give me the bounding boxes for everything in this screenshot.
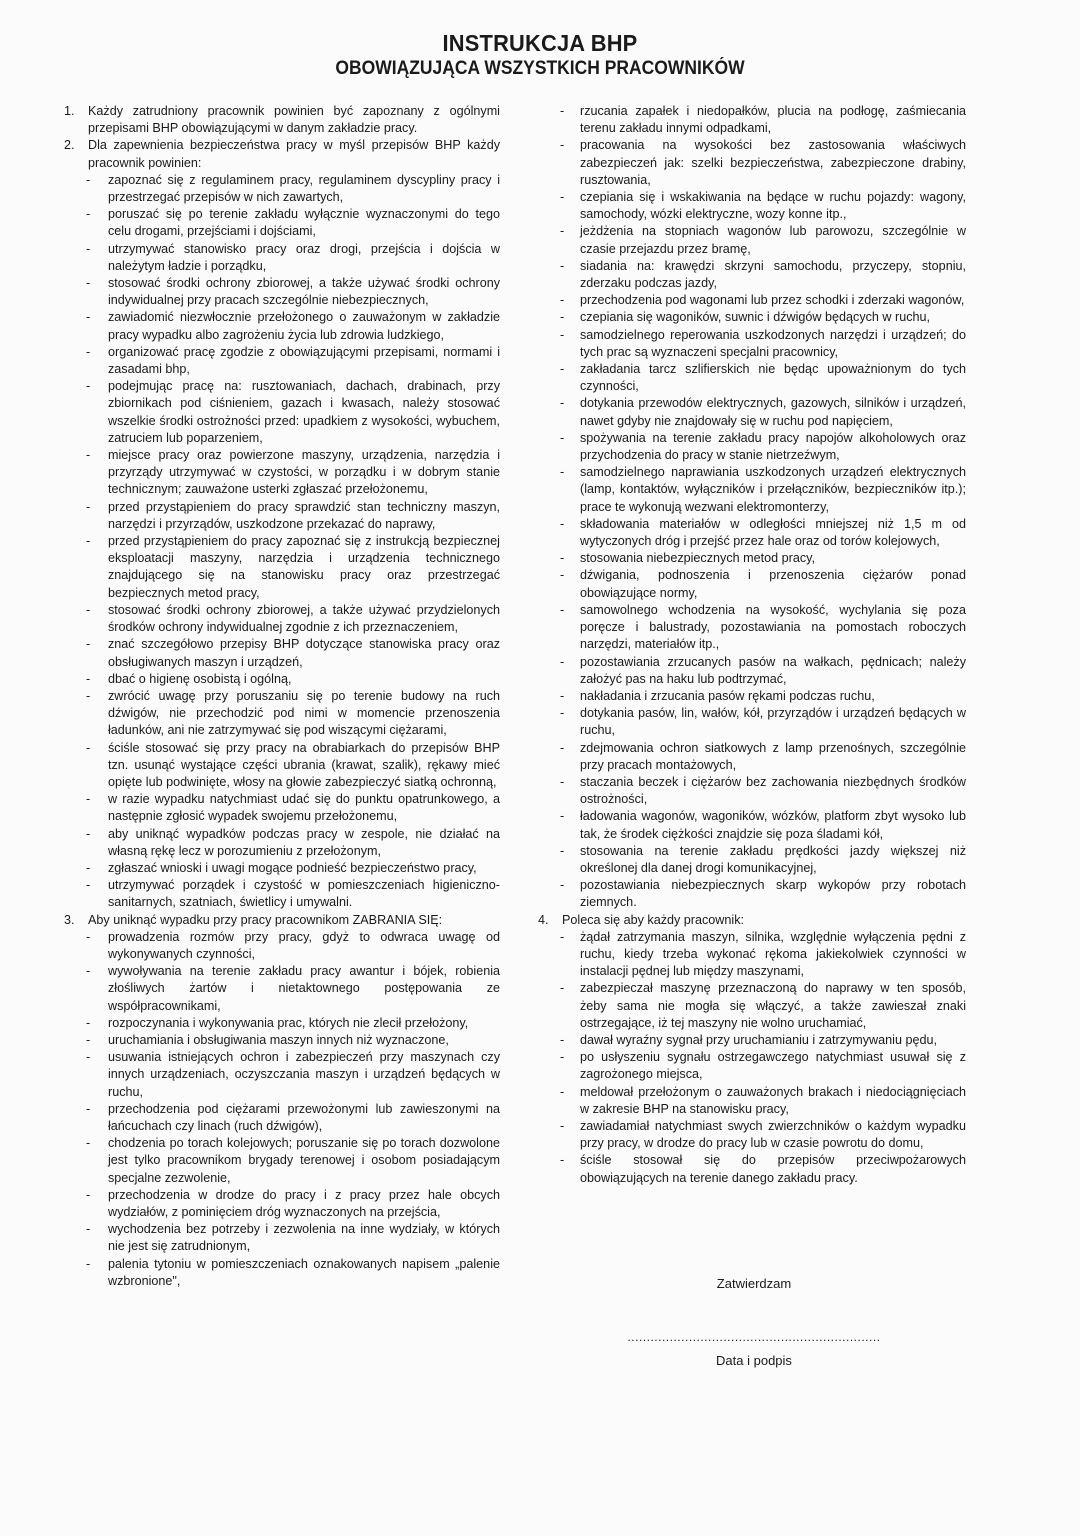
list-item: - spożywania na terenie zakładu pracy napojów alkoholowych oraz przychodzenia do pracy w stanie nietrzeźwym, xyxy=(536,430,966,464)
list-item: - zabezpieczał maszynę przeznaczoną do naprawy w ten sposób, żeby sama nie mogła się włączyć, a także zawieszał znaki ostrzegające, iż tej maszyny nie wolno uruchamiać, xyxy=(536,980,966,1032)
section-3-list-right xyxy=(536,103,966,912)
left-column xyxy=(62,103,500,1290)
list-item: - stosowania niebezpiecznych metod pracy, xyxy=(536,550,966,567)
list-item: - ściśle stosować się przy pracy na obrabiarkach do przepisów BHP tzn. usunąć wystające części ubrania (krawat, szalik), rękawy mieć opięte lub podwinięte, włosy na głowie zabezpieczyć siatką ochronną, xyxy=(62,740,500,792)
list-item: - nakładania i zrzucania pasów rękami podczas ruchu, xyxy=(536,688,966,705)
approve-label: Zatwierdzam xyxy=(716,1276,792,1291)
list-item: - czepiania się i wskakiwania na będące w ruchu pojazdy: wagony, samochody, wózki elektryczne, wozy konne itp., xyxy=(536,189,966,223)
list-item: - uruchamiania i obsługiwania maszyn innych niż wyznaczone, xyxy=(62,1032,500,1049)
list-item: - zakładania tarcz szlifierskich nie będąc upoważnionym do tych czynności, xyxy=(536,361,966,395)
list-item: - stosowania na terenie zakładu prędkości jazdy większej niż określonej dla danej drogi komunikacyjnej, xyxy=(536,843,966,877)
date-signature-label: Data i podpis xyxy=(716,1353,792,1368)
list-item: - składowania materiałów w odległości mniejszej niż 1,5 m od wytyczonych dróg i przejść przez hale oraz od torów kolejowych, xyxy=(536,516,966,550)
list-item: - zwrócić uwagę przy poruszaniu się po terenie budowy na ruch dźwigów, nie przechodzić pod nimi w momencie przenoszenia ładunków, ani nie zatrzymywać się pod wiszącymi ciężarami, xyxy=(62,688,500,740)
list-item: - dotykania pasów, lin, wałów, kół, przyrządów i urządzeń będących w ruchu, xyxy=(536,705,966,739)
section-number: 1. xyxy=(64,104,75,118)
list-item: - pozostawiania niebezpiecznych skarp wykopów przy robotach ziemnych. xyxy=(536,877,966,911)
section-2 xyxy=(62,137,500,171)
list-item: - miejsce pracy oraz powierzone maszyny, urządzenia, narzędzia i przyrządy utrzymywać w czystości, w porządku i w dobrym stanie technicznym; zauważone usterki zgłaszać przełożonemu, xyxy=(62,447,500,499)
section-1 xyxy=(62,103,500,137)
section-4 xyxy=(536,912,966,929)
list-item: - rzucania zapałek i niedopałków, plucia na podłogę, zaśmiecania terenu zakładu innymi odpadkami, xyxy=(536,103,966,137)
list-item: - zdejmowania ochron siatkowych z lamp przenośnych, szczególnie przy pracach montażowych, xyxy=(536,740,966,774)
list-item: - meldował przełożonym o zauważonych brakach i niedociągnięciach w zakresie BHP na stanowisku pracy, xyxy=(536,1084,966,1118)
list-item: - zawiadamiał natychmiast swych zwierzchników o każdym wypadku przy pracy, w drodze do pracy lub w czasie powrotu do domu, xyxy=(536,1118,966,1152)
list-item: - aby uniknąć wypadków podczas pracy w zespole, nie działać na własną rękę lecz w porozumieniu z przełożonym, xyxy=(62,826,500,860)
list-item: - dbać o higienę osobistą i ogólną, xyxy=(62,671,500,688)
list-item: - staczania beczek i ciężarów bez zachowania niezbędnych środków ostrożności, xyxy=(536,774,966,808)
list-item: - samowolnego wchodzenia na wysokość, wychylania się poza poręcze i balustrady, pozostawiania na pomostach roboczych narzędzi, materiałów itp., xyxy=(536,602,966,654)
list-item: - zawiadomić niezwłocznie przełożonego o zauważonym w zakładzie pracy wypadku albo zagrożeniu życia lub zdrowia ludzkiego, xyxy=(62,309,500,343)
section-number: 4. xyxy=(538,912,549,927)
list-item: - znać szczegółowo przepisy BHP dotyczące stanowiska pracy oraz obsługiwanych maszyn i urządzeń, xyxy=(62,636,500,670)
list-item: - pozostawiania zrzucanych pasów na wałkach, pędnicach; należy założyć pas na haku lub podtrzymać, xyxy=(536,654,966,688)
list-item: - dotykania przewodów elektrycznych, gazowych, silników i urządzeń, nawet gdyby nie znajdowały się w ruchu pod napięciem, xyxy=(536,395,966,429)
list-item: - chodzenia po torach kolejowych; poruszanie się po torach dozwolone jest tylko pracownikom brygady terenowej i osobom posiadającym specjalne zezwolenie, xyxy=(62,1135,500,1187)
list-item: - utrzymywać stanowisko pracy oraz drogi, przejścia i dojścia w należytym ładzie i porządku, xyxy=(62,241,500,275)
right-column xyxy=(536,103,966,1187)
list-item: - utrzymywać porządek i czystość w pomieszczeniach higieniczno-sanitarnych, szatniach, świetlicy i umywalni. xyxy=(62,877,500,911)
section-3 xyxy=(62,912,500,929)
list-item: - ładowania wagonów, wagoników, wózków, platform zbyt wysoko lub tak, że środek ciężkości znajdzie się poza śladami kół, xyxy=(536,808,966,842)
list-item: - po usłyszeniu sygnału ostrzegawczego natychmiast usuwał się z zagrożonego miejsca, xyxy=(536,1049,966,1083)
signature-line: .................................................................. xyxy=(627,1330,881,1344)
list-item: - stosować środki ochrony zbiorowej, a także używać przydzielonych środków ochrony indywidualnej zgodnie z ich przeznaczeniem, xyxy=(62,602,500,636)
list-item: - wywoływania na terenie zakładu pracy awantur i bójek, robienia złośliwych żartów i nietaktownego postępowania ze współpracownikami, xyxy=(62,963,500,1015)
list-item: - dźwigania, podnoszenia i przenoszenia ciężarów ponad obowiązujące normy, xyxy=(536,567,966,601)
list-item: - pracowania na wysokości bez zastosowania właściwych zabezpieczeń jak: szelki bezpieczeństwa, zabezpieczone drabiny, rusztowania, xyxy=(536,137,966,189)
list-item: - poruszać się po terenie zakładu wyłącznie wyznaczonymi do tego celu drogami, przejściami i dojściami, xyxy=(62,206,500,240)
section-intro: Dla zapewnienia bezpieczeństwa pracy w myśl przepisów BHP każdy pracownik powinien: xyxy=(88,138,500,170)
section-number: 3. xyxy=(64,912,75,927)
list-item: - przechodzenia pod wagonami lub przez schodki i zderzaki wagonów, xyxy=(536,292,966,309)
list-item: - samodzielnego reperowania uszkodzonych narzędzi i urządzeń; do tych prac są wyznaczeni specjalni pracownicy, xyxy=(536,327,966,361)
section-number: 2. xyxy=(64,138,75,153)
list-item: - ściśle stosował się do przepisów przeciwpożarowych obowiązujących na terenie danego zakładu pracy. xyxy=(536,1152,966,1186)
section-3-list-left xyxy=(62,929,500,1290)
list-item: - siadania na: krawędzi skrzyni samochodu, przyczepy, stopniu, zderzaku podczas jazdy, xyxy=(536,258,966,292)
list-item: - zapoznać się z regulaminem pracy, regulaminem dyscypliny pracy i przestrzegać przepisów w nich zawartych, xyxy=(62,172,500,206)
list-item: - żądał zatrzymania maszyn, silnika, względnie wyłączenia pędni z ruchu, kiedy trzeba wykonać rękoma jakiekolwiek czynności w instalacji pędnej lub między maszynami, xyxy=(536,929,966,981)
section-2-list xyxy=(62,172,500,912)
list-item: - przechodzenia pod ciężarami przewożonymi lub zawieszonymi na łańcuchach czy linach (ruch dźwigów), xyxy=(62,1101,500,1135)
list-item: - palenia tytoniu w pomieszczeniach oznakowanych napisem „palenie wzbronione", xyxy=(62,1256,500,1290)
list-item: - rozpoczynania i wykonywania prac, których nie zlecił przełożony, xyxy=(62,1015,500,1032)
document-subtitle: OBOWIĄZUJĄCA WSZYSTKICH PRACOWNIKÓW xyxy=(335,58,745,79)
list-item: - usuwania istniejących ochron i zabezpieczeń przy maszynach czy innych urządzeniach, oczyszczania maszyn i urządzeń będących w ruchu, xyxy=(62,1049,500,1101)
list-item: - dawał wyraźny sygnał przy uruchamianiu i zatrzymywaniu pędu, xyxy=(536,1032,966,1049)
document-title: INSTRUKCJA BHP xyxy=(442,30,638,56)
section-intro: Poleca się aby każdy pracownik: xyxy=(562,912,745,927)
list-item: - w razie wypadku natychmiast udać się do punktu opatrunkowego, a następnie zgłosić wypadek swojemu przełożonemu, xyxy=(62,791,500,825)
list-item: - przed przystąpieniem do pracy zapoznać się z instrukcją bezpiecznej eksploatacji maszyny, narzędzia i urządzenia technicznego znajdującego się na stanowisku pracy oraz przestrzegać bezpiecznych metod pracy, xyxy=(62,533,500,602)
list-item: - samodzielnego naprawiania uszkodzonych urządzeń elektrycznych (lamp, kontaktów, wyłączników i przełączników, bezpieczników itp.); prace te wykonują wezwani elektromonterzy, xyxy=(536,464,966,516)
list-item: - jeżdżenia na stopniach wagonów lub parowozu, szczególnie w czasie przejazdu przez bramę, xyxy=(536,223,966,257)
list-item: - czepiania się wagoników, suwnic i dźwigów będących w ruchu, xyxy=(536,309,966,326)
list-item: - wychodzenia bez potrzeby i zezwolenia na inne wydziały, w których nie jest się zatrudnionym, xyxy=(62,1221,500,1255)
section-intro: Aby uniknąć wypadku przy pracy pracownikom ZABRANIA SIĘ: xyxy=(88,912,443,927)
list-item: - przed przystąpieniem do pracy sprawdzić stan techniczny maszyn, narzędzi i przyrządów, uszkodzone przekazać do naprawy, xyxy=(62,499,500,533)
list-item: - prowadzenia rozmów przy pracy, gdyż to odwraca uwagę od wykonywanych czynności, xyxy=(62,929,500,963)
list-item: - zgłaszać wnioski i uwagi mogące podnieść bezpieczeństwo pracy, xyxy=(62,860,500,877)
section-text: Każdy zatrudniony pracownik powinien być zapoznany z ogólnymi przepisami BHP obowiązującymi w danym zakładzie pracy. xyxy=(88,104,500,136)
list-item: - organizować pracę zgodzie z obowiązującymi przepisami, normami i zasadami bhp, xyxy=(62,344,500,378)
list-item: - podejmując pracę na: rusztowaniach, dachach, drabinach, przy zbiornikach pod ciśnieniem, gazach i kwasach, należy stosować wszelkie środki ostrożności przed: upadkiem z wysokości, wybuchem, zatruciem lub poparzeniem, xyxy=(62,378,500,447)
list-item: - stosować środki ochrony zbiorowej, a także używać środki ochrony indywidualnej przy pracach szczególnie niebezpiecznych, xyxy=(62,275,500,309)
section-4-list xyxy=(536,929,966,1187)
list-item: - przechodzenia w drodze do pracy i z pracy przez hale obcych wydziałów, z pominięciem dróg wyznaczonych na przejścia, xyxy=(62,1187,500,1221)
